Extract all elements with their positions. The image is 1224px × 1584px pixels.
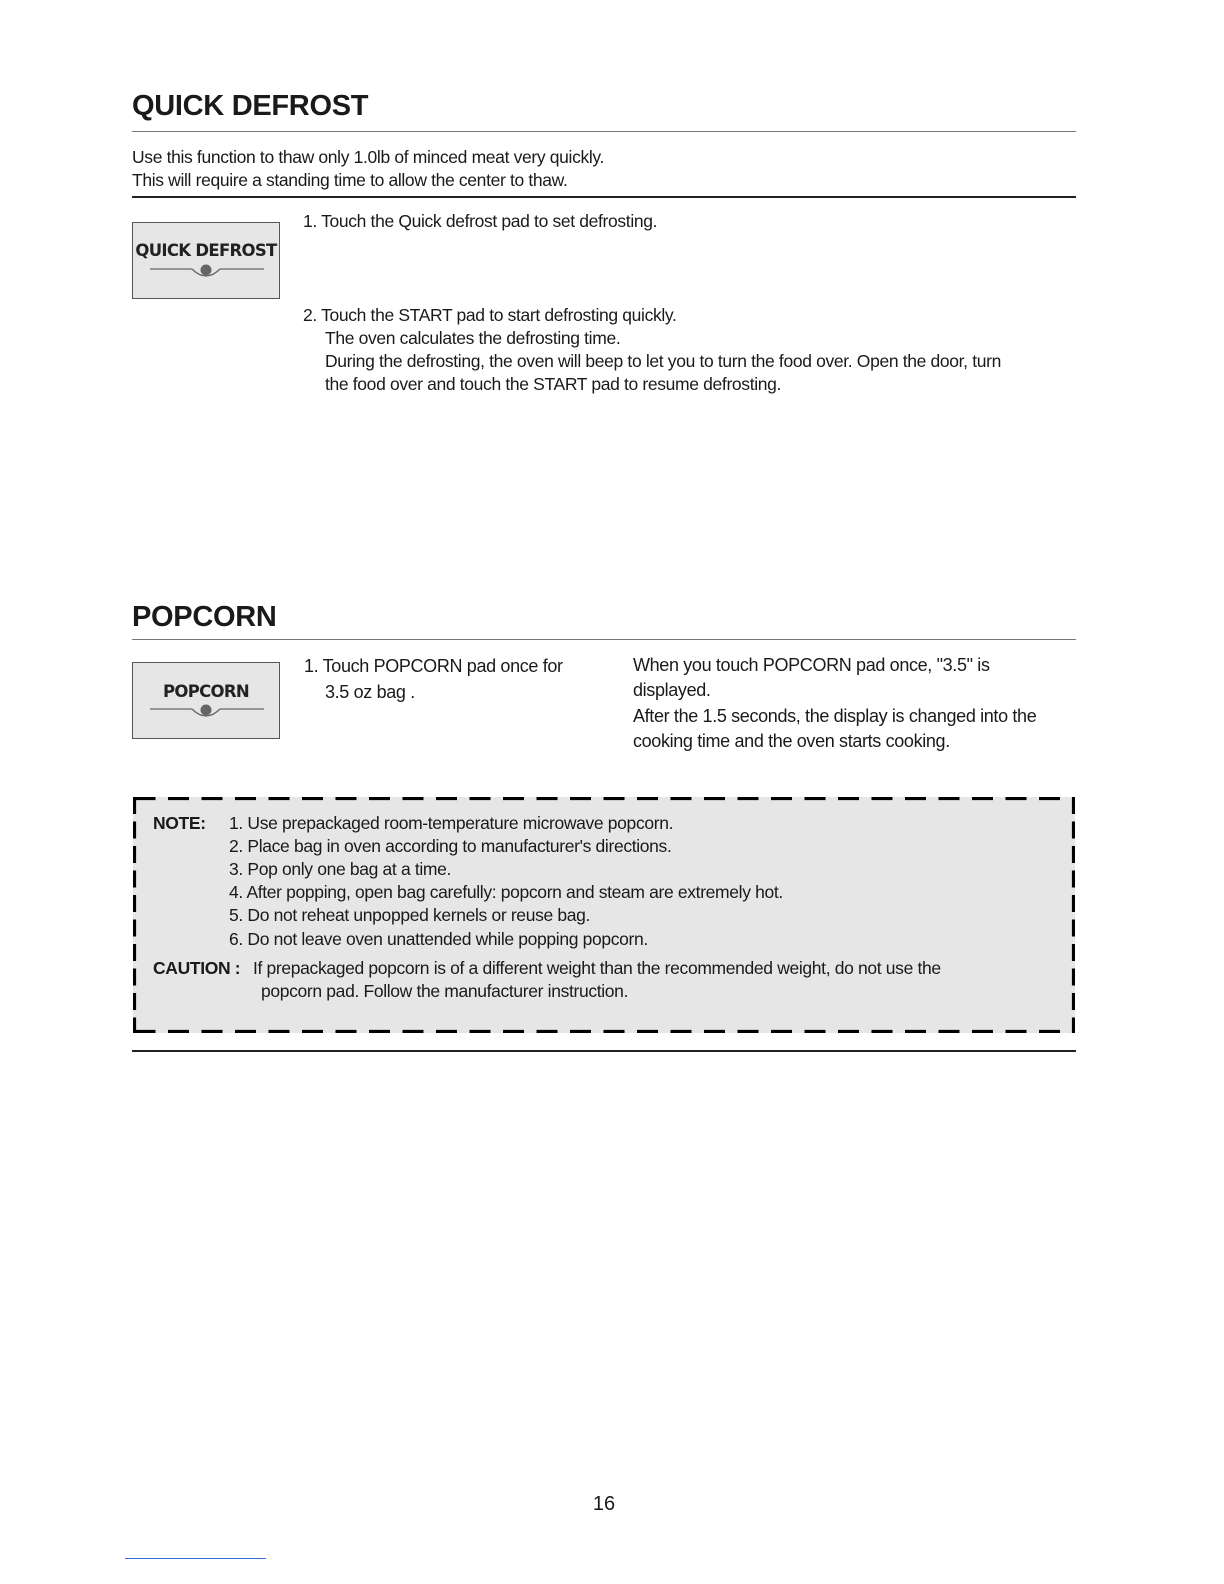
quick-defrost-step-1: 1. Touch the Quick defrost pad to set defrosting. (303, 211, 658, 231)
note-item-5: 5. Do not reheat unpopped kernels or reuse bag. (229, 905, 591, 925)
popcorn-info-line-3: After the 1.5 seconds, the display is changed into the (633, 706, 1037, 726)
section-end-divider (132, 1050, 1076, 1052)
popcorn-step-1-line-2: 3.5 oz bag . (325, 682, 415, 702)
popcorn-info-line-1: When you touch POPCORN pad once, "3.5" is (633, 655, 990, 675)
note-item-2: 2. Place bag in oven according to manufacturer's directions. (229, 836, 672, 856)
note-item-1: 1. Use prepackaged room-temperature microwave popcorn. (229, 813, 674, 833)
quick-defrost-pad (132, 222, 280, 299)
note-item-6: 6. Do not leave oven unattended while popping popcorn. (229, 929, 648, 949)
intro-line-1: Use this function to thaw only 1.0lb of minced meat very quickly. (132, 147, 605, 167)
popcorn-pad-label: POPCORN (163, 682, 249, 701)
popcorn-title: POPCORN (132, 601, 277, 633)
note-item-4: 4. After popping, open bag carefully: popcorn and steam are extremely hot. (229, 882, 783, 902)
popcorn-pad (132, 662, 280, 739)
popcorn-info-line-2: displayed. (633, 680, 711, 700)
footer-link-line (125, 1558, 266, 1559)
caution-line-1: If prepackaged popcorn is of a different weight than the recommended weight, do not use the (253, 958, 941, 978)
quick-defrost-pad-label: QUICK DEFROST (135, 241, 277, 260)
intro-line-2: This will require a standing time to allow the center to thaw. (132, 170, 568, 190)
quick-defrost-step-2-line-4: the food over and touch the START pad to resume defrosting. (325, 374, 782, 394)
caution-line-2: popcorn pad. Follow the manufacturer instruction. (261, 981, 629, 1001)
popcorn-step-1: 1. Touch POPCORN pad once for (304, 656, 563, 676)
title-divider (132, 131, 1076, 132)
quick-defrost-step-2-line-2: The oven calculates the defrosting time. (325, 328, 621, 348)
quick-defrost-step-2-line-3: During the defrosting, the oven will beep to let you to turn the food over. Open the door, turn (325, 351, 1001, 371)
pad-indicator-icon (148, 261, 266, 285)
quick-defrost-title: QUICK DEFROST (132, 90, 369, 122)
caution-label: CAUTION : (153, 958, 241, 978)
popcorn-info-line-4: cooking time and the oven starts cooking. (633, 731, 950, 751)
page-number: 16 (592, 1493, 616, 1515)
note-item-3: 3. Pop only one bag at a time. (229, 859, 452, 879)
pad-indicator-icon (148, 701, 266, 725)
intro-divider (132, 196, 1076, 198)
note-label: NOTE: (153, 813, 206, 833)
popcorn-divider (132, 639, 1076, 640)
quick-defrost-step-2: 2. Touch the START pad to start defrosting quickly. (303, 305, 677, 325)
